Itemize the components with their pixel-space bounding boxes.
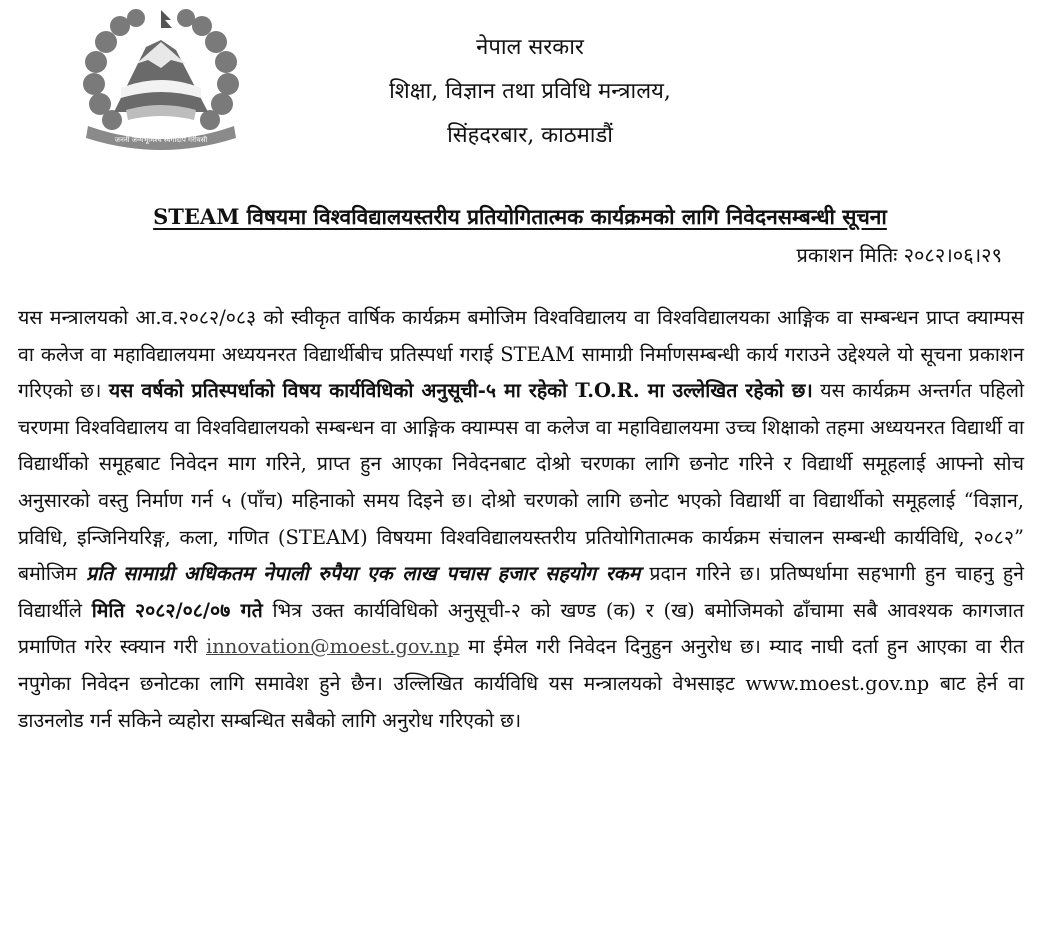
- grant-amount-emphasis: प्रति सामाग्री अधिकतम नेपाली रुपैया एक लाख पचास हजार सहयोग रकम: [86, 562, 641, 586]
- emblem-motto: जननी जन्मभूमिश्च स्वर्गादपि गरीयसी: [114, 136, 208, 144]
- letterhead: [300, 26, 760, 158]
- government-name: नेपाल सरकार: [476, 35, 584, 60]
- publication-date: [797, 241, 1002, 268]
- notice-title: STEAM विषयमा विश्वविद्यालयस्तरीय प्रतियोगितात्मक कार्यक्रमको लागि निवेदनसम्बन्धी सूचना: [153, 204, 887, 229]
- ministry-name: शिक्षा, विज्ञान तथा प्रविधि मन्त्रालय,: [389, 79, 671, 104]
- body-text-segment: मा ईमेल गरी निवेदन दिनुहुन अनुरोध छ। म्याद नाघी दर्ता हुन आएका वा रीत नपुगेका निवेदन छनोटका लागि समावेश हुने छैन। उल्लिखित कार्यविधि यस मन्त्रालयको वेभसाइट www.moest.gov.np बाट हेर्न वा डाउनलोड गर्न सकिने व्यहोरा सम्बन्धित सबैको लागि अनुरोध गरिएको छ।: [18, 635, 1024, 732]
- body-text-segment: यस कार्यक्रम अन्तर्गत पहिलो चरणमा विश्वविद्यालय वा विश्वविद्यालयको सम्बन्धन वा आङ्गिक क्याम्पस वा कलेज वा महाविद्यालयमा उच्च शिक्षाको तहमा अध्ययनरत विद्यार्थी वा विद्यार्थीको समूहबाट निवेदन माग गरिने, प्राप्त हुन आएका निवेदनबाट दोश्रो चरणका लागि छनोट गरिने र विद्यार्थी समूहलाई आफ्नो सोच अनुसारको वस्तु निर्माण गर्न ५ (पाँच) महिनाको समय दिइने छ। दोश्रो चरणको लागि छनोट भएको विद्यार्थी वा विद्यार्थीको समूहलाई “विज्ञान, प्रविधि, इन्जिनियरिङ्ग, कला, गणित (STEAM) विषयमा विश्वविद्यालयस्तरीय प्रतियोगितात्मक कार्यक्रम संचालन सम्बन्धी कार्यविधि, २०८२” बमोजिम: [18, 379, 1025, 586]
- body-text-segment: भित्र उक्त कार्यविधिको अनुसूची-२ को खण्ड (क) र (ख) बमोजिमको ढाँचामा सबै आवश्यक कागजात प्रमाणित गरेर स्क्यान गरी: [18, 598, 1024, 659]
- deadline-emphasis: मिति २०८२/०८/०७ गते: [91, 598, 263, 622]
- publication-date-label: प्रकाशन मितिः: [796, 243, 898, 267]
- nepal-government-emblem-icon: [76, 2, 246, 152]
- notice-body: [18, 300, 1024, 739]
- publication-date-value: २०८२।०६।२९: [903, 243, 1002, 267]
- body-text-segment: यस मन्त्रालयको आ.व.२०८२/०८३ को स्वीकृत वार्षिक कार्यक्रम बमोजिम विश्वविद्यालय वा विश्वविद्यालयका आङ्गिक वा सम्बन्धन प्राप्त क्याम्पस वा कलेज वा महाविद्यालयमा अध्ययनरत विद्यार्थीबीच प्रतिस्पर्धा गराई STEAM सामाग्री निर्माणसम्बन्धी कार्य गराउने उद्देश्यले यो सूचना प्रकाशन गरिएको छ।: [18, 306, 1024, 403]
- ministry-address: सिंहदरबार, काठमाडौं: [447, 123, 613, 148]
- bold-emphasis: यस वर्षको प्रतिस्पर्धाको विषय कार्यविधिको अनुसूची-५ मा रहेको T.O.R. मा उल्लेखित रहेको छ।: [108, 379, 813, 403]
- email-link[interactable]: innovation@moest.gov.np: [205, 635, 460, 659]
- body-text-segment: प्रदान गरिने छ। प्रतिष्पर्धामा सहभागी हुन चाहनु हुने विद्यार्थीले: [18, 562, 1024, 622]
